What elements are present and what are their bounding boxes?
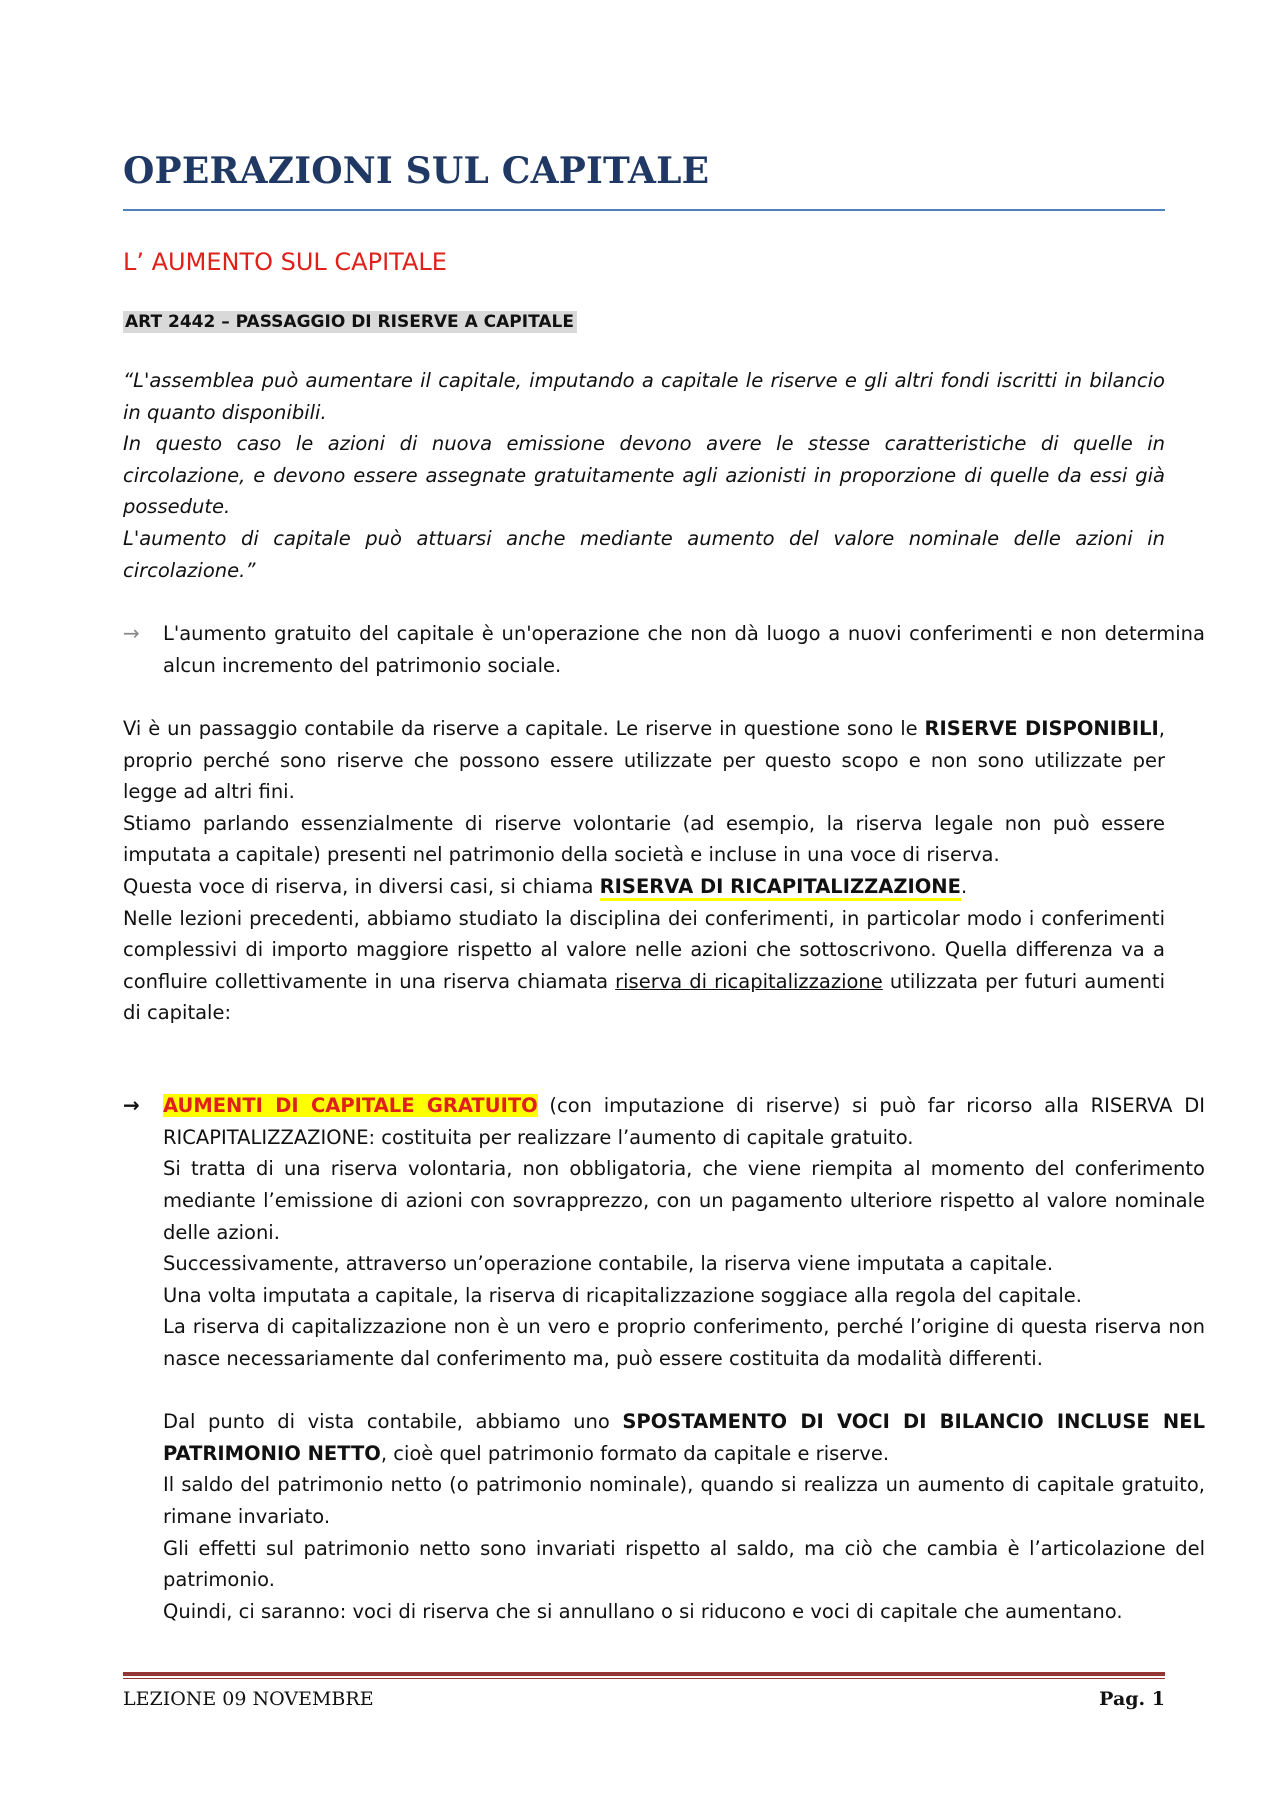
text-run: Questa voce di riserva, in diversi casi, si chiama [123,874,600,898]
article-heading: ART 2442 – PASSAGGIO DI RISERVE A CAPITALE [123,311,577,333]
text-run: Vi è un passaggio contabile da riserve a capitale. Le riserve in questione sono le [123,717,925,740]
quote-paragraph: L'aumento di capitale può attuarsi anche mediante aumento del valore nominale delle azioni in circolazione.” [123,526,1165,582]
paragraph: Stiamo parlando essenzialmente di riserve volontarie (ad esempio, la riserva legale non può essere imputata a capitale) presenti nel patrimonio della società e incluse in una voce di riserva. [123,811,1165,867]
bullet-item [123,618,1205,681]
document-page [123,0,1205,1811]
footer-rule-thin [123,1678,1165,1679]
footer-lesson-label: LEZIONE 09 NOVEMBRE [123,1688,374,1710]
underlined-term: riserva di ricapitalizzazione [615,969,883,993]
text-run: Nelle lezioni precedenti, abbiamo studiato la disciplina dei conferimenti, in particolar modo i conferimenti complessivi di importo maggiore rispetto al valore nelle azioni che sottoscrivono. Quella differenza va a confluire collettivamente in una riserva chiamata [123,906,1165,993]
section-heading: L’ AUMENTO SUL CAPITALE [123,248,447,276]
bullet-item [123,1090,1205,1627]
bullet-paragraph [163,1406,1205,1469]
bullet-paragraph: Una volta imputata a capitale, la riserva di ricapitalizzazione soggiace alla regola del capitale. [163,1283,1082,1307]
arrow-right-icon: → [123,621,140,645]
bullet-paragraph: Gli effetti sul patrimonio netto sono invariati rispetto al saldo, ma ciò che cambia è l’articolazione del patrimonio. [163,1536,1205,1592]
highlighted-term: AUMENTI DI CAPITALE GRATUITO [163,1094,538,1118]
footer-rule [123,1672,1165,1676]
bullet-paragraph: La riserva di capitalizzazione non è un vero e proprio conferimento, perché l’origine di questa riserva non nasce necessariamente dal conferimento ma, può essere costituita da modalità differenti. [163,1315,1205,1370]
page-title: OPERAZIONI SUL CAPITALE [123,150,710,192]
highlighted-term: RISERVA DI RICAPITALIZZAZIONE [600,875,961,901]
title-underline [123,209,1165,211]
spacer [163,1375,1205,1407]
quote-paragraph: “L'assemblea può aumentare il capitale, imputando a capitale le riserve e gli altri fondi iscritti in bilancio in quanto disponibili. [123,369,1165,424]
paragraph [123,713,1165,808]
bullet-text: L'aumento gratuito del capitale è un'operazione che non dà luogo a nuovi conferimenti e non determina alcun incremento del patrimonio sociale. [163,622,1205,677]
footer-page-number: Pag. 1 [1099,1688,1165,1710]
body-paragraphs [123,713,1165,1029]
paragraph [123,903,1165,1029]
bullet-paragraph: Successivamente, attraverso un’operazione contabile, la riserva viene imputata a capitale. [163,1252,1054,1276]
text-run: . [960,874,968,898]
bullet-paragraph: Si tratta di una riserva volontaria, non obbligatoria, che viene riempita al momento del conferimento mediante l’emissione di azioni con sovrapprezzo, con un pagamento ulteriore rispetto al valore nominale delle azioni. [163,1157,1205,1244]
bullet-paragraph [163,1090,1205,1153]
text-run: utilizzata per futuri aumenti di capitale: [123,969,1165,1025]
bullet-paragraph: Il saldo del patrimonio netto (o patrimonio nominale), quando si realizza un aumento di capitale gratuito, rimane invariato. [163,1473,1205,1528]
arrow-right-icon: → [123,1093,140,1118]
quote-paragraph: In questo caso le azioni di nuova emissione devono avere le stesse caratteristiche di quelle in circolazione, e devono essere assegnate gratuitamente agli azionisti in proporzione di quelle da essi già possedute. [123,432,1165,519]
text-run: (con imputazione di riserve) si può far ricorso alla RISERVA DI RICAPITALIZZAZIONE: costituita per realizzare l’aumento di capitale gratuito. [163,1094,1205,1149]
bullet-paragraph: Quindi, ci saranno: voci di riserva che si annullano o si riducono e voci di capitale che aumentano. [163,1599,1123,1623]
bold-term: SPOSTAMENTO DI VOCI DI BILANCIO INCLUSE NEL PATRIMONIO NETTO [163,1410,1205,1465]
article-quote [123,365,1165,586]
bold-term: RISERVE DISPONIBILI [924,717,1159,740]
paragraph [123,871,1165,903]
text-run: , cioè quel patrimonio formato da capitale e riserve. [380,1441,890,1465]
text-run: Dal punto di vista contabile, abbiamo uno [163,1410,623,1434]
text-run: , proprio perché sono riserve che possono essere utilizzate per questo scopo e non sono utilizzate per legge ad altri fini. [123,717,1165,804]
